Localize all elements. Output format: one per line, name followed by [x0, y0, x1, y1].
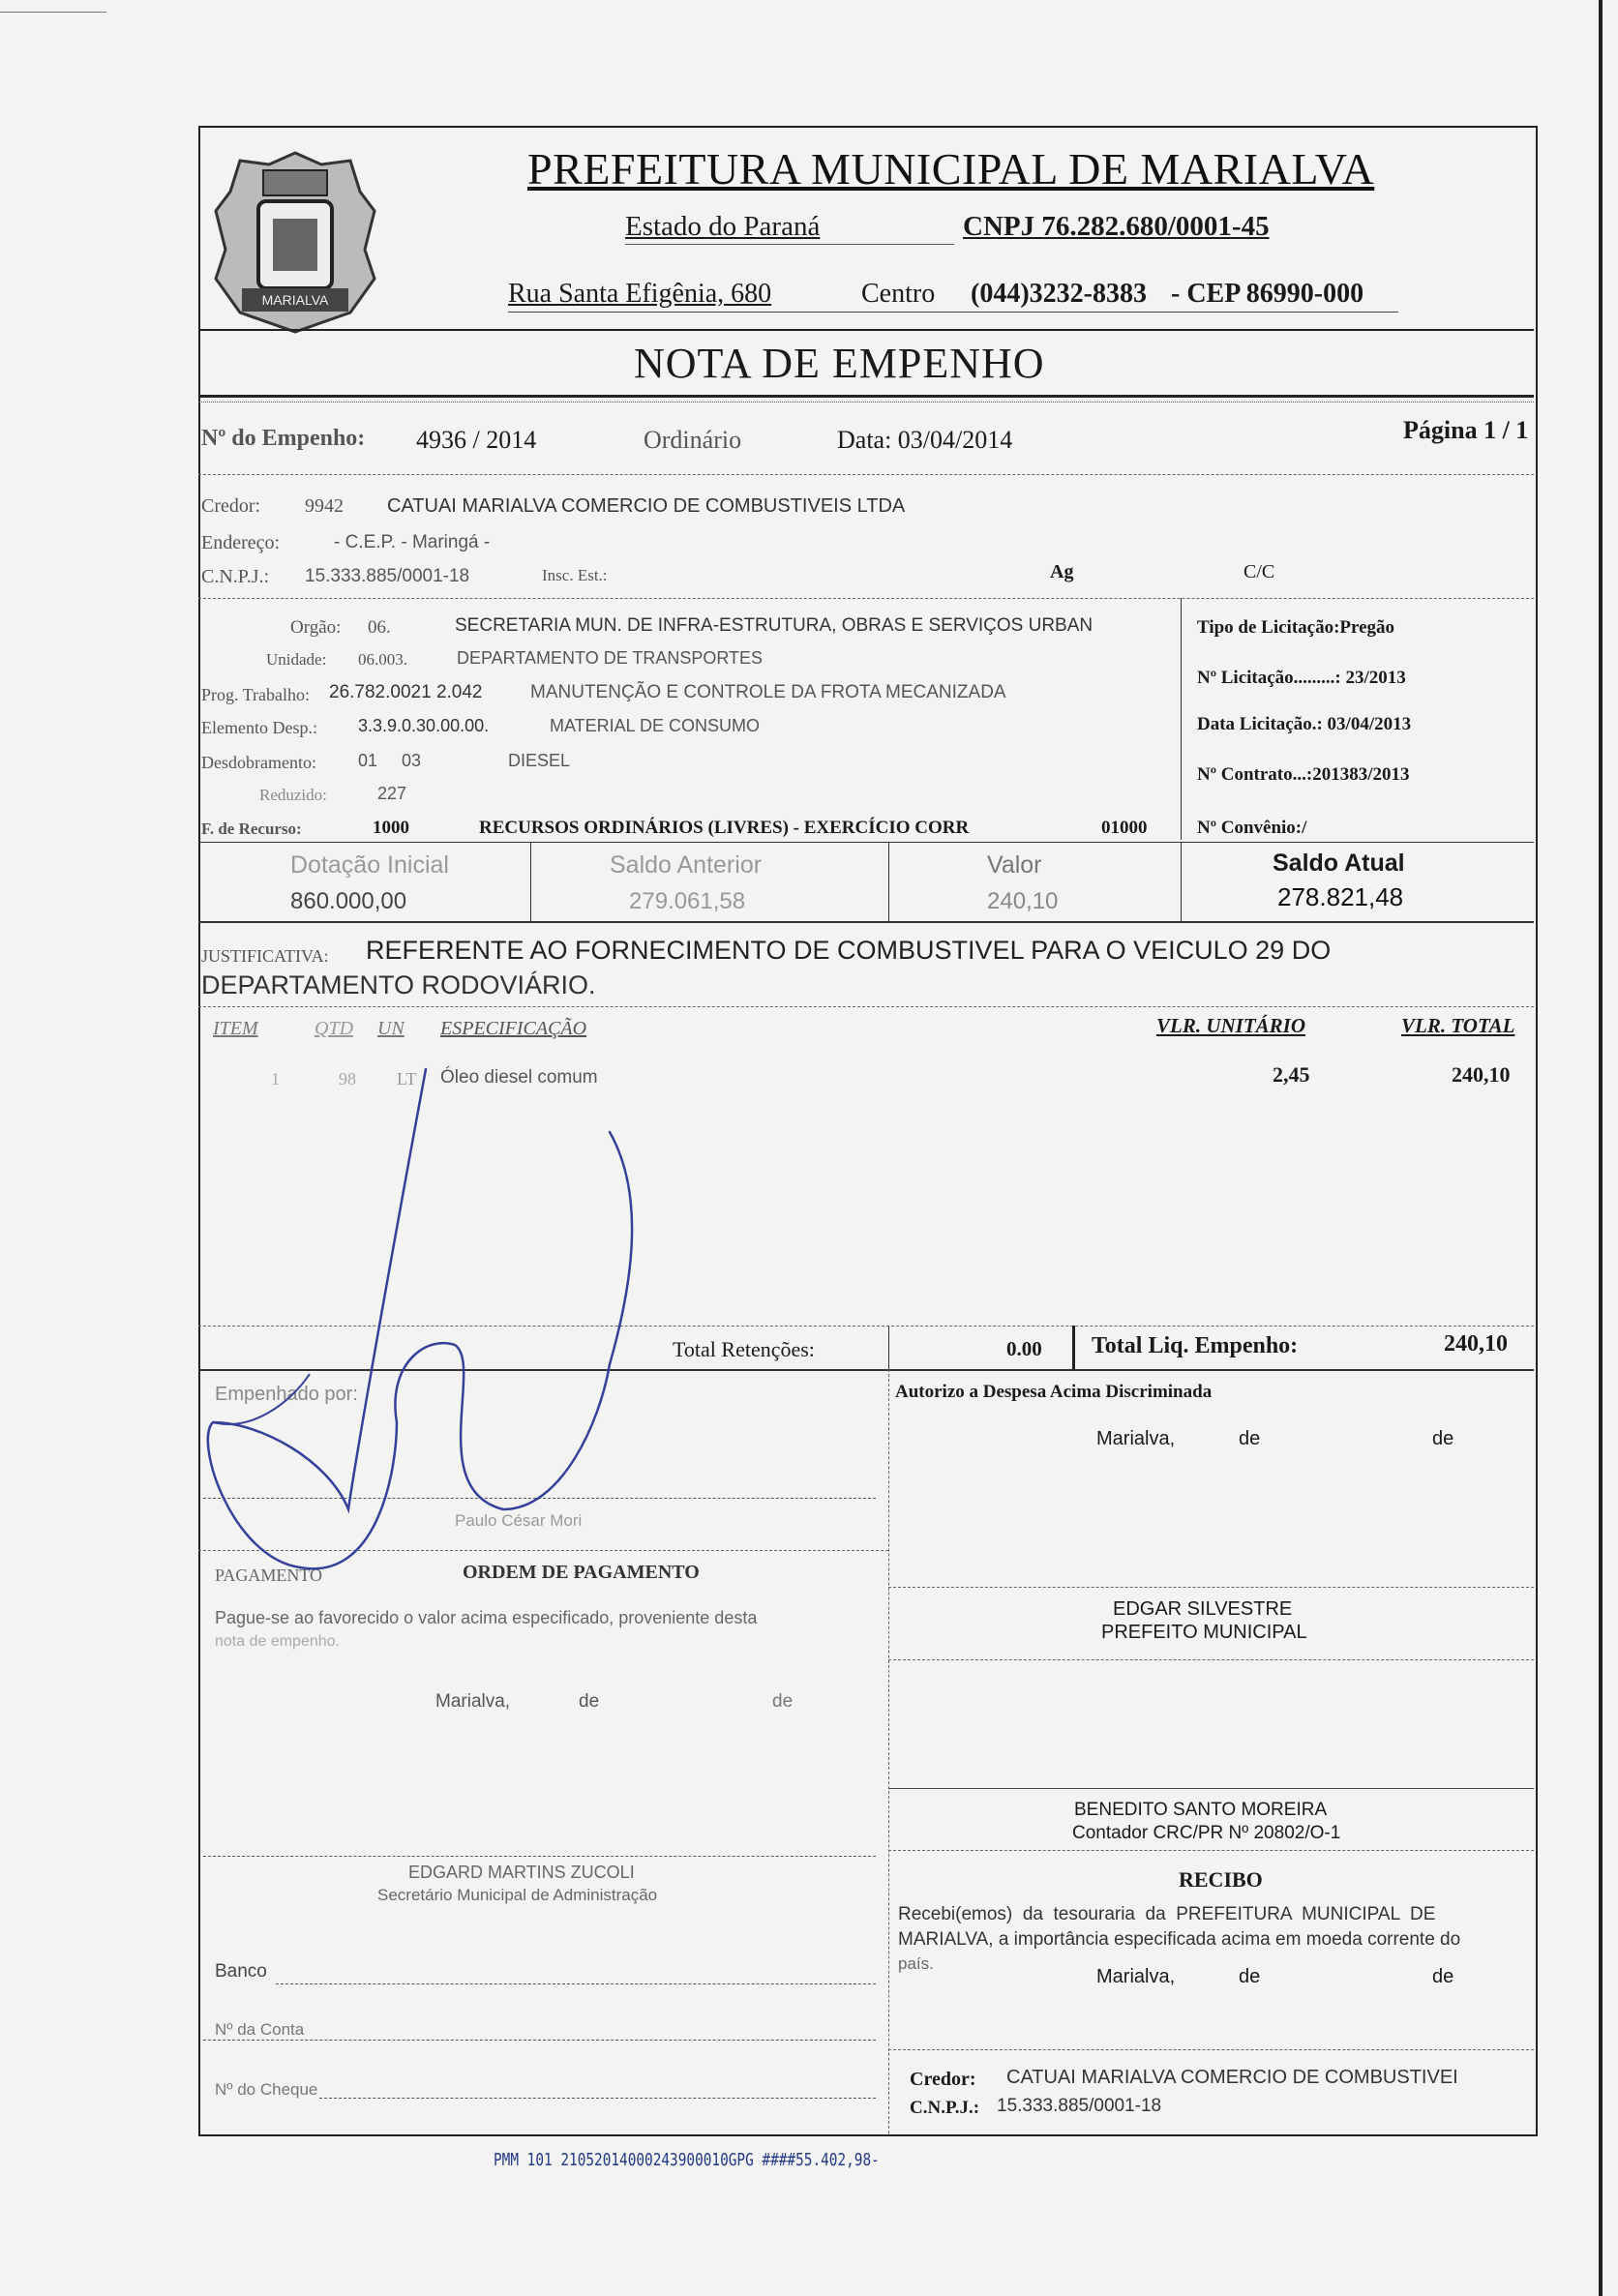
- reduzido-code: 227: [377, 784, 407, 803]
- unidade-name: DEPARTAMENTO DE TRANSPORTES: [457, 648, 764, 668]
- pagamento-city: Marialva,: [435, 1691, 511, 1712]
- empenho-date: Data: 03/04/2014: [837, 426, 1013, 454]
- recibo-cnpj: 15.333.885/0001-18: [997, 2096, 1162, 2116]
- credor-address: - C.E.P. - Maringá -: [334, 532, 491, 552]
- prefeito-name: EDGAR SILVESTRE: [1113, 1598, 1293, 1620]
- col-header-total-value: VLR. TOTAL: [1401, 1014, 1515, 1037]
- data-licitacao: Data Licitação.: 03/04/2013: [1197, 714, 1412, 734]
- total-liquido-label: Total Liq. Empenho:: [1092, 1333, 1299, 1358]
- elemento-label: Elemento Desp.:: [201, 718, 317, 737]
- total-liquido-value: 240,10: [1444, 1331, 1508, 1357]
- dotacao-inicial-value: 860.000,00: [290, 888, 407, 914]
- total-retencoes-label: Total Retenções:: [673, 1337, 815, 1361]
- cep: - CEP 86990-000: [1171, 279, 1364, 309]
- justificativa-label: JUSTIFICATIVA:: [201, 946, 329, 966]
- phone: (044)3232-8383: [971, 279, 1147, 309]
- autorizo-city: Marialva,: [1096, 1428, 1176, 1449]
- recibo-city: Marialva,: [1096, 1966, 1176, 1987]
- recibo-text-1: Recebi(emos) da tesouraria da PREFEITURA MUNICIPAL DE: [898, 1904, 1436, 1924]
- desdobramento-label: Desdobramento:: [201, 753, 316, 772]
- empenho-number: 4936 / 2014: [416, 426, 537, 454]
- recibo-text-3: país.: [898, 1954, 934, 1973]
- fonte-name: RECURSOS ORDINÁRIOS (LIVRES) - EXERCÍCIO CORR: [479, 818, 970, 838]
- orgao-label: Orgão:: [290, 617, 342, 638]
- valor-label: Valor: [987, 851, 1042, 879]
- banco-line: [276, 1983, 876, 1984]
- municipality-cnpj: CNPJ 76.282.680/0001-45: [963, 211, 1270, 242]
- pagamento-de-1: de: [579, 1691, 600, 1712]
- scan-edge: [0, 12, 106, 13]
- reduzido-label: Reduzido:: [259, 786, 327, 804]
- recibo-credor-label: Credor:: [910, 2069, 976, 2090]
- scan-edge-right: [1599, 0, 1603, 2296]
- coat-of-arms-logo: [205, 143, 385, 337]
- credor-code: 9942: [305, 495, 344, 517]
- empenho-number-label: Nº do Empenho:: [201, 426, 366, 451]
- autorizo-de-2: de: [1432, 1428, 1454, 1449]
- prog-name: MANUTENÇÃO E CONTROLE DA FROTA MECANIZADA: [530, 682, 1006, 702]
- handwritten-signature: [194, 1055, 697, 1596]
- tipo-licitacao: Tipo de Licitação:Pregão: [1197, 617, 1395, 638]
- orgao-name: SECRETARIA MUN. DE INFRA-ESTRUTURA, OBRAS E SERVIÇOS URBAN: [455, 615, 1094, 636]
- cheque-line: [319, 2098, 876, 2099]
- page-number: Página 1 / 1: [1403, 416, 1529, 444]
- pague-se-text-1: Pague-se ao favorecido o valor acima especificado, proveniente desta: [215, 1608, 758, 1627]
- svg-text:MARIALVA: MARIALVA: [261, 292, 329, 308]
- fonte-label: F. de Recurso:: [201, 820, 302, 838]
- item-spec: Óleo diesel comum: [440, 1067, 598, 1088]
- saldo-atual-label: Saldo Atual: [1273, 850, 1405, 877]
- recibo-credor-name: CATUAI MARIALVA COMERCIO DE COMBUSTIVEI: [1006, 2067, 1458, 2088]
- prefeito-role: PREFEITO MUNICIPAL: [1101, 1622, 1307, 1643]
- ordem-pagamento-label: ORDEM DE PAGAMENTO: [463, 1562, 700, 1583]
- secretario-role: Secretário Municipal de Administração: [377, 1886, 658, 1904]
- saldo-anterior-value: 279.061,58: [629, 888, 746, 914]
- street-address: Rua Santa Efigênia, 680: [508, 279, 772, 309]
- fonte-number: 01000: [1101, 818, 1148, 838]
- col-header-qtd: QTD: [315, 1018, 354, 1039]
- credor-name: CATUAI MARIALVA COMERCIO DE COMBUSTIVEIS LTDA: [387, 495, 906, 517]
- empenhado-signer-name: Paulo César Mori: [455, 1511, 583, 1530]
- valor-value: 240,10: [987, 888, 1059, 914]
- item-unit-value: 2,45: [1273, 1062, 1310, 1087]
- saldo-anterior-label: Saldo Anterior: [610, 851, 763, 879]
- item-un: LT: [397, 1069, 417, 1088]
- item-number: 1: [271, 1069, 280, 1088]
- empenho-type: Ordinário: [644, 426, 742, 454]
- state-name: Estado do Paraná: [625, 211, 821, 242]
- municipality-title: PREFEITURA MUNICIPAL DE MARIALVA: [527, 144, 1375, 194]
- col-header-un: UN: [377, 1018, 404, 1039]
- recibo-de-2: de: [1432, 1966, 1454, 1987]
- col-header-spec: ESPECIFICAÇÃO: [440, 1018, 587, 1039]
- contador-name: BENEDITO SANTO MOREIRA: [1074, 1800, 1328, 1820]
- conta-corrente-label: C/C: [1243, 561, 1275, 582]
- recibo-text-2: MARIALVA, a importância especificada acima em moeda corrente do: [898, 1929, 1461, 1950]
- credor-cnpj: 15.333.885/0001-18: [305, 566, 470, 586]
- credor-label: Credor:: [201, 495, 261, 517]
- prog-code: 26.782.0021 2.042: [329, 682, 483, 702]
- recibo-title: RECIBO: [1179, 1867, 1263, 1892]
- elemento-code: 3.3.9.0.30.00.00.: [358, 716, 490, 735]
- autorizo-despesa: Autorizo a Despesa Acima Discriminada: [895, 1382, 1213, 1402]
- pagamento-de-2: de: [772, 1691, 794, 1712]
- col-header-unit-value: VLR. UNITÁRIO: [1156, 1014, 1306, 1037]
- item-qtd: 98: [339, 1069, 356, 1088]
- numero-licitacao: Nº Licitação.........: 23/2013: [1197, 668, 1406, 688]
- desdobramento-code: 01 03: [358, 751, 422, 770]
- numero-cheque-label: Nº do Cheque: [215, 2080, 318, 2099]
- pagamento-label: PAGAMENTO: [215, 1565, 323, 1585]
- prog-label: Prog. Trabalho:: [201, 685, 311, 704]
- unidade-code: 06.003.: [358, 650, 407, 669]
- numero-contrato: Nº Contrato...:201383/2013: [1197, 764, 1410, 785]
- elemento-name: MATERIAL DE CONSUMO: [550, 716, 761, 735]
- fonte-code: 1000: [373, 818, 409, 838]
- numero-convenio: Nº Convênio:/: [1197, 818, 1307, 838]
- document-title: NOTA DE EMPENHO: [634, 340, 1045, 387]
- secretario-name: EDGARD MARTINS ZUCOLI: [408, 1863, 635, 1882]
- total-retencoes-value: 0.00: [1006, 1337, 1042, 1360]
- endereco-label: Endereço:: [201, 532, 281, 553]
- pague-se-text-2: nota de empenho.: [215, 1633, 340, 1650]
- cnpj-label: C.N.P.J.:: [201, 566, 270, 587]
- banco-label: Banco: [215, 1961, 267, 1982]
- item-total-value: 240,10: [1452, 1062, 1511, 1087]
- justificativa-line1: REFERENTE AO FORNECIMENTO DE COMBUSTIVEL PARA O VEICULO 29 DO: [366, 936, 1332, 965]
- justificativa-line2: DEPARTAMENTO RODOVIÁRIO.: [201, 970, 596, 999]
- dotacao-inicial-label: Dotação Inicial: [290, 851, 449, 879]
- recibo-cnpj-label: C.N.P.J.:: [910, 2098, 980, 2118]
- footer-authentication-code: PMM 101 21052014000243900010GPG ####55.402,98-: [494, 2150, 880, 2170]
- col-header-item: ITEM: [213, 1018, 258, 1039]
- empenhado-por-label: Empenhado por:: [215, 1384, 358, 1405]
- recibo-de-1: de: [1239, 1966, 1261, 1987]
- agencia-label: Ag: [1050, 561, 1074, 582]
- desdobramento-name: DIESEL: [508, 751, 571, 770]
- autorizo-de-1: de: [1239, 1428, 1261, 1449]
- district: Centro: [861, 279, 936, 309]
- conta-line: [203, 2040, 876, 2041]
- insc-est-label: Insc. Est.:: [542, 566, 608, 584]
- unidade-label: Unidade:: [266, 650, 327, 669]
- numero-conta-label: Nº da Conta: [215, 2020, 305, 2039]
- orgao-code: 06.: [368, 617, 391, 638]
- saldo-atual-value: 278.821,48: [1277, 882, 1404, 911]
- contador-role: Contador CRC/PR Nº 20802/O-1: [1072, 1823, 1341, 1843]
